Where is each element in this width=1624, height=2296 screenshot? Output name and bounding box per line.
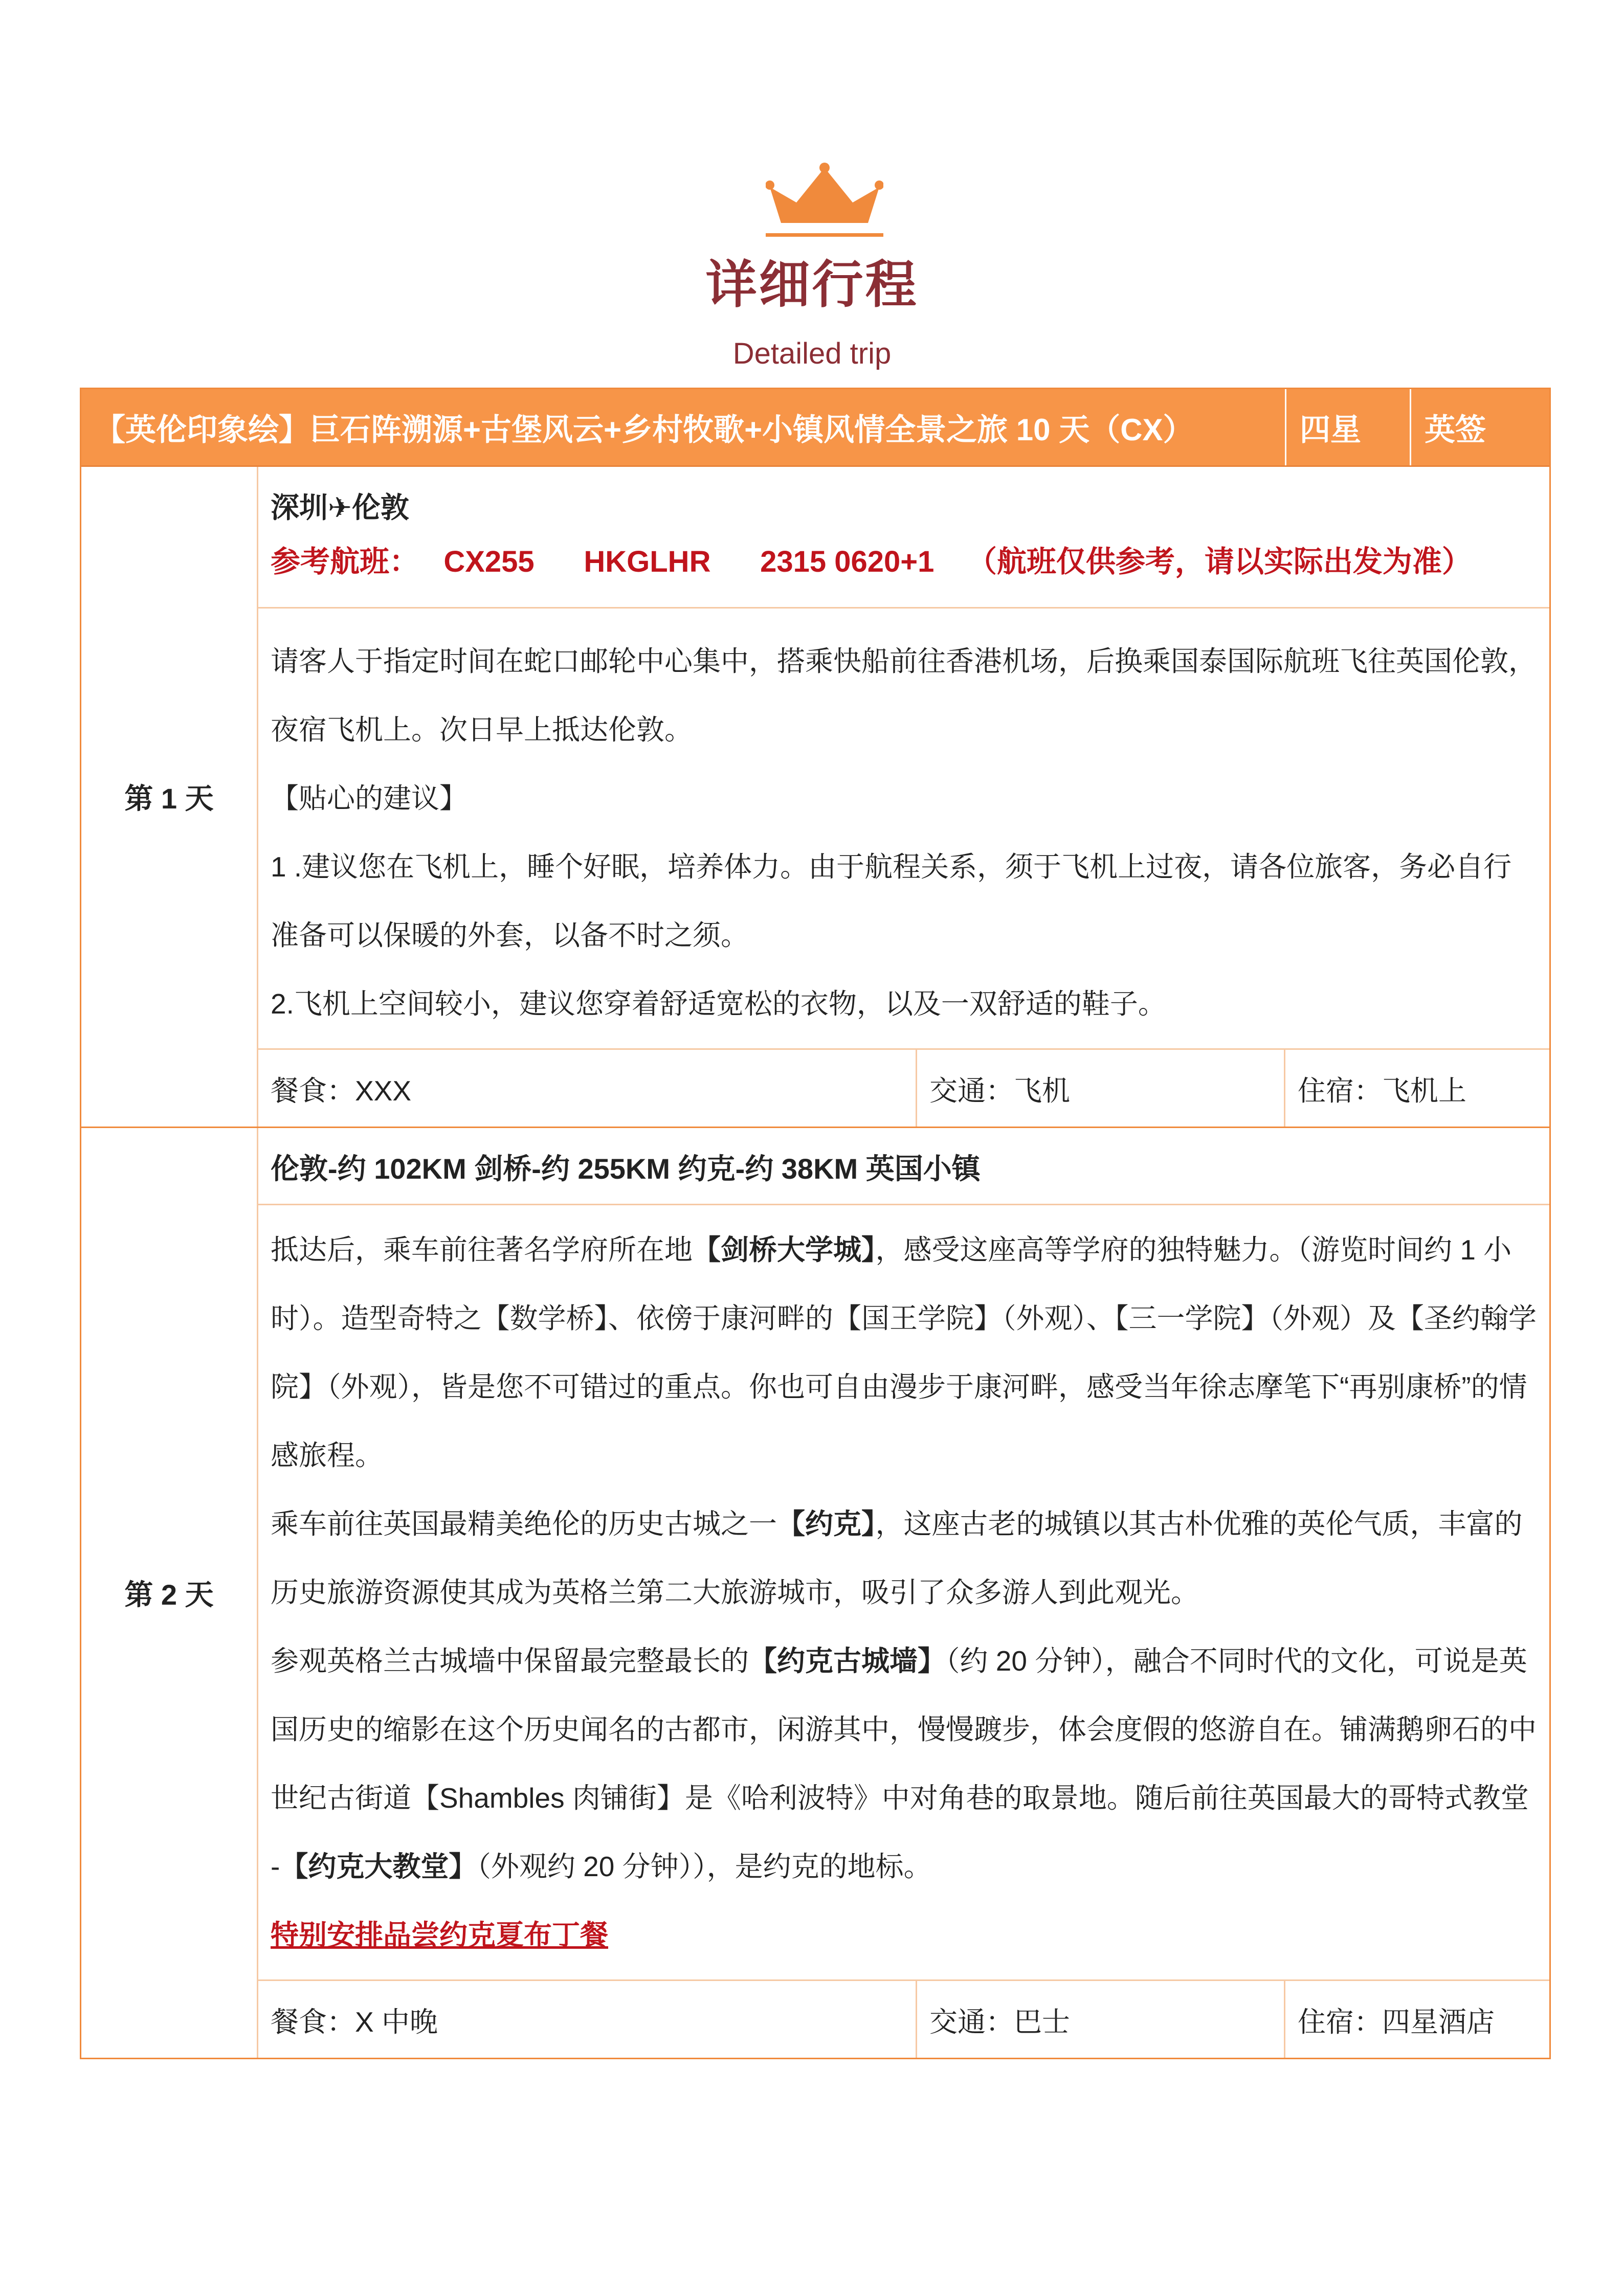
highlight-york: 【约克】 <box>777 1508 876 1540</box>
page-title: 详细行程 <box>705 256 919 313</box>
day-1-tip: 1 .建议您在飞机上，睡个好眠，培养体力。由于航程关系，须于飞机上过夜，请各位旅客，务必自行准备可以保暖的外套，以备不时之须。 <box>271 851 1512 951</box>
text-run: 参观英格兰古城墙中保留最完整最长的 <box>271 1645 749 1677</box>
day-2-transport: 交通：巴士 <box>917 1981 1285 2058</box>
hotel-grade: 四星 <box>1286 389 1411 465</box>
day-1-block <box>81 467 1549 1128</box>
day-2-meta-row <box>258 1981 1549 2058</box>
text-run: （外观约 20 分钟）），是约克的地标。 <box>477 1851 932 1882</box>
text-run: 乘车前往英国最精美绝伦的历史古城之一 <box>271 1508 777 1540</box>
day-1-paragraph: 请客人于指定时间在蛇口邮轮中心集中，搭乘快船前往香港机场，后换乘国泰国际航班飞往英国伦敦，夜宿飞机上。次日早上抵达伦敦。 <box>271 645 1537 746</box>
day-1-meal: 餐食：XXX <box>258 1050 917 1127</box>
day-1-hotel: 住宿：飞机上 <box>1298 1074 1467 1107</box>
day-2-special-paragraph <box>271 1901 1539 1969</box>
day-2-hotel: 住宿：四星酒店 <box>1298 2006 1495 2038</box>
day-2-label: 第 2 天 <box>81 1128 258 2058</box>
table-header-row <box>81 389 1549 467</box>
highlight-york-minster: 【约克大教堂】 <box>280 1851 477 1882</box>
itinerary-table <box>80 388 1551 2059</box>
text-run: ，这座古老的城镇以其古朴优雅的英伦气质，丰富的历史旅游资源使其成为英格兰第二大旅游城市，吸引了众多游人到此观光。 <box>271 1508 1523 1608</box>
day-1-label: 第 1 天 <box>81 467 258 1127</box>
page-subtitle: Detailed trip <box>732 337 892 370</box>
day-2-route: 伦敦-约 102KM 剑桥-约 255KM 约克-约 38KM 英国小镇 <box>271 1153 981 1185</box>
day-1-tips-heading: 【贴心的建议】 <box>271 782 468 814</box>
day-1-flight: 参考航班： CX255 HKGLHR 2315 0620+1 （航班仅供参考，请以实际出发为准） <box>271 545 1472 578</box>
day-2-paragraph <box>271 1627 1539 1901</box>
day-1-transport: 交通：飞机 <box>917 1050 1285 1127</box>
tour-name: 【英伦印象绘】巨石阵溯源+古堡风云+乡村牧歌+小镇风情全景之旅 10 天（CX） <box>81 389 1286 465</box>
day-2-paragraph <box>271 1215 1539 1490</box>
day-2-content <box>258 1128 1549 2058</box>
text-run: （约 20 分钟），融合不同时代的文化，可说是英国历史的缩影在这个历史闻名的古都市，闲游其中，慢慢踱步，体会度假的悠游自在。铺满鹅卵石的中世纪古街道【Shambles 肉铺街】是《哈利波特》中对角巷的取景地。随后前往英国最大的哥特式教堂 - <box>271 1645 1537 1882</box>
day-2-description <box>258 1205 1549 1981</box>
day-1-route-box <box>258 467 1549 609</box>
day-2-paragraph <box>271 1490 1539 1627</box>
crown-icon <box>766 163 883 239</box>
highlight-cambridge: 【剑桥大学城】 <box>693 1234 876 1266</box>
day-1-route: 深圳✈伦敦 <box>271 491 409 524</box>
day-2-route-box <box>258 1128 1549 1205</box>
highlight-york-walls: 【约克古城墙】 <box>749 1645 946 1677</box>
special-meal-note: 特别安排品尝约克夏布丁餐 <box>271 1919 609 1951</box>
day-2-block <box>81 1128 1549 2058</box>
day-1-tip: 2.飞机上空间较小，建议您穿着舒适宽松的衣物，以及一双舒适的鞋子。 <box>271 988 1166 1020</box>
day-1-description <box>258 609 1549 1050</box>
text-run: ，感受这座高等学府的独特魅力。（游览时间约 1 小时）。造型奇特之【数学桥】、依傍于康河畔的【国王学院】（外观）、【三一学院】（外观）及【圣约翰学院】（外观），皆是您不可错过的重点。你也可自由漫步于康河畔，感受当年徐志摩笔下“再别康桥”的情感旅程。 <box>271 1234 1537 1471</box>
visa-type: 英签 <box>1425 412 1486 447</box>
day-2-meal: 餐食：X 中晚 <box>258 1981 917 2058</box>
day-1-content <box>258 467 1549 1127</box>
text-run: 抵达后，乘车前往著名学府所在地 <box>271 1234 693 1266</box>
day-1-meta-row <box>258 1050 1549 1127</box>
